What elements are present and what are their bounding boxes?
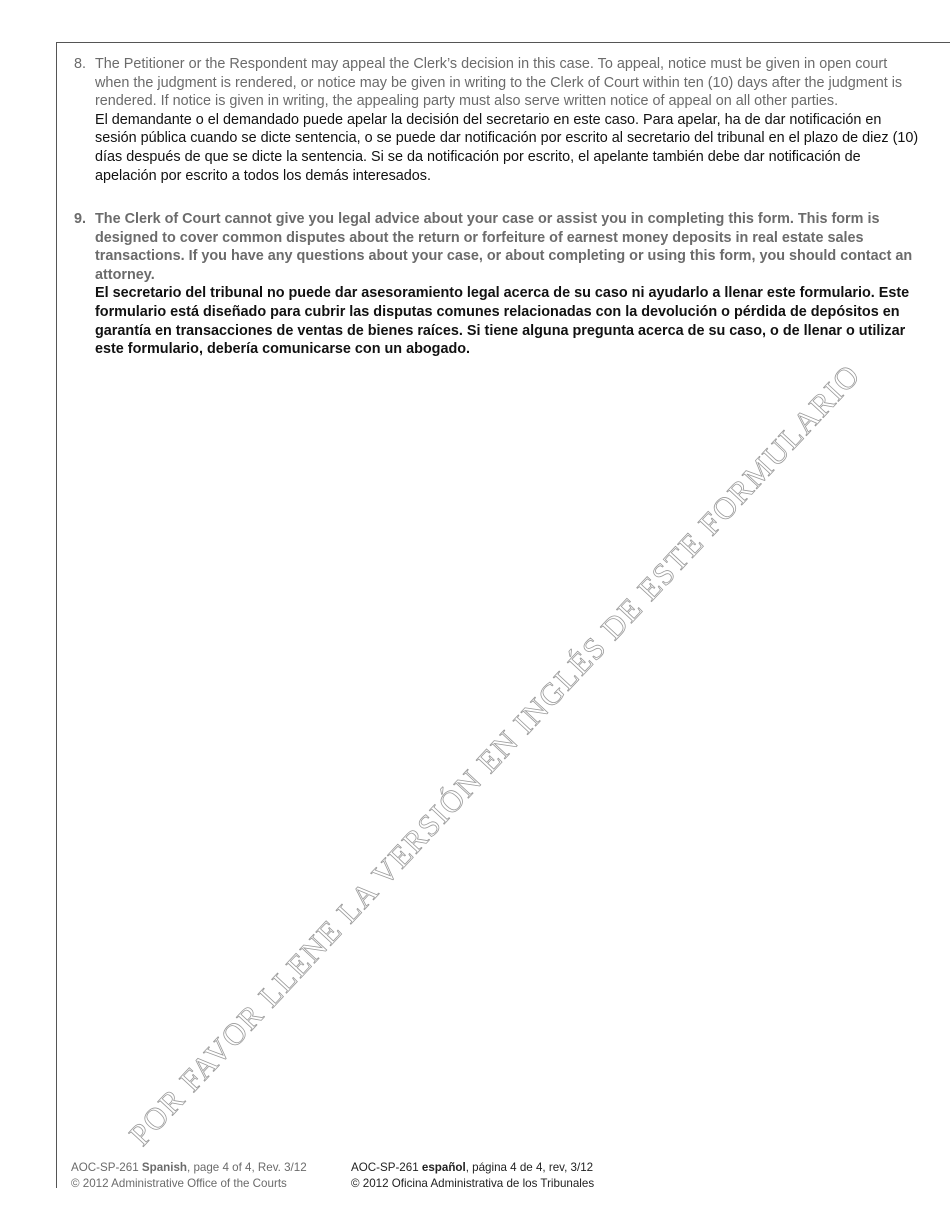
footer-copyright: © 2012 Oficina Administrativa de los Tribunales bbox=[351, 1176, 595, 1190]
item-text-spanish: El secretario del tribunal no puede dar asesoramiento legal acerca de su caso ni ayudarlo a llenar este formulario. Este formulario está diseñado para cubrir las disputas comunes relacionadas con la devolución o pérdida de depósitos en garantía en transacciones de ventas de bienes raíces. Si tiene alguna pregunta acerca de su caso, o de llenar o utilizar este formulario, debería comunicarse con un abogado. bbox=[95, 285, 910, 358]
footer-page-info: , page 4 of 4, Rev. 3/12 bbox=[187, 1161, 307, 1174]
footer-language: español bbox=[421, 1161, 466, 1174]
item-number: 9. bbox=[74, 211, 87, 227]
footer-english bbox=[71, 1160, 307, 1191]
instruction-item-9 bbox=[74, 210, 924, 359]
frame-left-border bbox=[56, 42, 57, 1188]
item-body bbox=[95, 55, 924, 185]
item-number: 8. bbox=[74, 56, 87, 72]
item-text-english: The Clerk of Court cannot give you legal advice about your case or assist you in completing this form. This form is designed to cover common disputes about the return or forfeiture of earnest money deposits in real estate sales transactions. If you have any questions about your case, or about completing or using this form, you should contact an attorney. bbox=[95, 211, 913, 283]
footer-page-info: , página 4 de 4, rev, 3/12 bbox=[465, 1161, 594, 1174]
item-body bbox=[95, 210, 924, 359]
watermark-text: POR FAVOR LLENE LA VERSIÓN EN INGLÉS DE ESTE FORMULARIO bbox=[122, 357, 868, 1153]
footer-form-line bbox=[351, 1160, 594, 1176]
footer-form-id: AOC-SP-261 bbox=[351, 1161, 422, 1174]
item-text-english: The Petitioner or the Respondent may appeal the Clerk’s decision in this case. To appeal, notice must be given in open court when the judgment is rendered, or notice may be given in writing to the Clerk of Court within ten (10) days after the judgment is rendered. If notice is given in writing, the appealing party must also serve written notice of appeal on all other parties. bbox=[95, 56, 903, 110]
footer-spanish bbox=[351, 1160, 594, 1191]
footer-form-line bbox=[71, 1160, 307, 1176]
frame-top-border bbox=[56, 42, 950, 43]
footer-copyright: © 2012 Administrative Office of the Courts bbox=[71, 1176, 287, 1190]
footer-form-id: AOC-SP-261 bbox=[71, 1161, 142, 1174]
instruction-item-8 bbox=[74, 55, 924, 185]
item-text-spanish: El demandante o el demandado puede apelar la decisión del secretario en este caso. Para apelar, ha de dar notificación en sesión pública cuando se dicte sentencia, o se puede dar notificación por escrito al secretario del tribunal en el plazo de diez (10) días después de que se dicte la sentencia. Si se da notificación por escrito, el apelante también debe dar notificación de apelación por escrito a todos los demás interesados. bbox=[95, 111, 919, 184]
footer-language: Spanish bbox=[141, 1161, 187, 1174]
